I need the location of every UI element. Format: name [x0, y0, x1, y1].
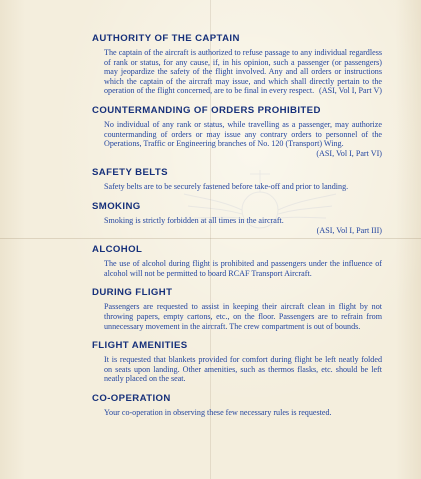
section-body [104, 182, 382, 192]
section-text: The captain of the aircraft is authorized to refuse passage to any individual regardless of rank or status, for any cause, if, in his opinion, such a passenger (or passengers) may jeopardize the safety of the flight involved. Any and all orders or instructions which the captain of the aircraft may issue, and which shall directly pertain to the operation of the flight concerned, are to be final in every respect. [104, 48, 382, 96]
section-body [104, 120, 382, 158]
section-smoking [92, 201, 382, 235]
reference-citation: (ASI, Vol I, Part VI) [316, 148, 382, 158]
section-text: No individual of any rank or status, while travelling as a passenger, may authorize countermanding of orders or may issue any contrary orders to personnel of the Operations, Traffic or Engineering branches of No. 120 (Transport) Wing. [104, 119, 382, 149]
reference-citation: (ASI, Vol I, Part V) [319, 86, 382, 96]
section-body [104, 302, 382, 331]
section-heading: AUTHORITY OF THE CAPTAIN [92, 33, 240, 44]
reference-citation: (ASI, Vol I, Part III) [316, 225, 382, 235]
rules-content [92, 33, 382, 426]
section-text: Safety belts are to be securely fastened before take-off and prior to landing. [104, 182, 349, 192]
section-alcohol [92, 244, 382, 278]
section-heading: FLIGHT AMENITIES [92, 340, 188, 352]
section-authority-of-captain [92, 33, 382, 96]
section-co-operation [92, 393, 382, 418]
section-heading: DURING FLIGHT [92, 287, 173, 299]
section-text: Smoking is strictly forbidden at all times in the aircraft. [104, 215, 284, 225]
section-heading: CO-OPERATION [92, 392, 171, 404]
section-during-flight [92, 287, 382, 331]
section-text: It is requested that blankets provided for comfort during flight be left neatly folded on seats upon landing. Other amenities, such as thermos flasks, etc. should be left neatly placed on the seat. [104, 355, 382, 384]
section-heading: ALCOHOL [92, 244, 143, 256]
section-text: Passengers are requested to assist in keeping their aircraft clean in flight by not throwing papers, empty cartons, etc., on the floor. Passengers are to refrain from unnecessary movement in the aircraft. The crew compartment is out of bounds. [104, 302, 382, 331]
section-countermanding-orders [92, 105, 382, 158]
section-heading: SAFETY BELTS [92, 167, 168, 179]
section-heading: SMOKING [92, 200, 141, 212]
section-safety-belts [92, 167, 382, 192]
section-text: The use of alcohol during flight is prohibited and passengers under the influence of alcohol will not be permitted to board RCAF Transport Aircraft. [104, 259, 382, 278]
section-body [104, 408, 382, 418]
section-body [104, 355, 382, 384]
section-body [104, 216, 382, 235]
section-flight-amenities [92, 340, 382, 384]
section-heading: COUNTERMANDING OF ORDERS PROHIBITED [92, 104, 321, 116]
section-body [104, 259, 382, 278]
section-body [104, 48, 382, 96]
section-text: Your co-operation in observing these few necessary rules is requested. [104, 407, 332, 417]
